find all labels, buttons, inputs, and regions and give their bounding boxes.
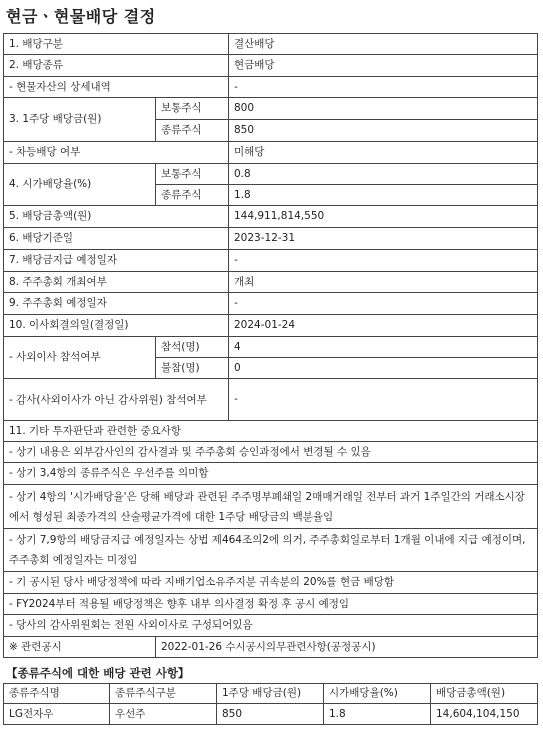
row-label: 2. 배당종류 [4,55,229,77]
related-disclosure-link[interactable]: 2022-01-26 수시공시의무관련사항(공정공시) [156,637,538,658]
table-row [4,206,538,228]
row-value: 1.8 [229,185,538,206]
table-row [4,250,538,272]
row-value: 850 [229,120,538,142]
note-text: - 상기 4항의 '시가배당율'은 당해 배당과 관련된 주주명부폐쇄일 2매매거래일 전부터 과거 1주일간의 거래소시장에서 형성된 최종가격의 산술평균가격에 대한 1주당 배당금의 백분율임 [4,485,538,529]
list-item [4,442,538,463]
table-row [4,164,538,185]
sub-label: 참석(명) [156,337,229,358]
preferred-stock-dividend-table [3,683,538,725]
page-title: 현금ㆍ현물배당 결정 [6,7,156,26]
note-text: - 상기 내용은 외부감사인의 감사결과 및 주주총회 승인과정에서 변경될 수 있음 [4,442,538,463]
table-row [4,55,538,77]
table-row [4,704,538,725]
row-value: - [229,250,538,272]
row-label: - 사외이사 참석여부 [4,337,156,379]
list-item [4,463,538,485]
table-row [4,293,538,315]
row-label: 1. 배당구분 [4,34,229,55]
row-value: 0.8 [229,164,538,185]
table-row [4,34,538,55]
note-text: - 상기 3,4항의 종류주식은 우선주를 의미함 [4,463,538,485]
row-value: - [229,293,538,315]
sub-label: 불참(명) [156,358,229,379]
table-cell: 14,604,104,150 [431,704,538,725]
row-label: 4. 시가배당율(%) [4,164,156,206]
row-label: - 차등배당 여부 [4,142,229,164]
row-value: - [229,77,538,98]
table-header-row [4,684,538,704]
section-title: 【종류주식에 대한 배당 관련 사항】 [6,666,190,680]
row-value: 2024-01-24 [229,315,538,337]
sub-label: 종류주식 [156,120,229,142]
row-value: 2023-12-31 [229,228,538,250]
table-row [4,142,538,164]
note-text: - 상기 7,9항의 배당금지급 예정일자는 상법 제464조의2에 의거, 주주총회일로부터 1개월 이내에 지급 예정이며, 주주총회 예정일자는 미정임 [4,529,538,572]
section-heading: 11. 기타 투자판단과 관련한 중요사항 [4,421,538,442]
row-value: 4 [229,337,538,358]
row-label: 10. 이사회결의일(결정일) [4,315,229,337]
table-row [4,272,538,293]
row-value: 결산배당 [229,34,538,55]
table-row [4,315,538,337]
dividend-decision-table [3,33,538,658]
row-label: - 현물자산의 상세내역 [4,77,229,98]
column-header: 배당금총액(원) [431,684,538,704]
table-row [4,337,538,358]
list-item [4,594,538,615]
row-label: 7. 배당금지급 예정일자 [4,250,229,272]
table-cell: LG전자우 [4,704,110,725]
sub-label: 보통주식 [156,98,229,120]
row-label: 6. 배당기준일 [4,228,229,250]
row-value: 800 [229,98,538,120]
table-cell: 우선주 [110,704,217,725]
list-item [4,572,538,594]
note-text: - 기 공시된 당사 배당정책에 따라 지배기업소유주지분 귀속분의 20%를 현금 배당함 [4,572,538,594]
list-item [4,529,538,572]
table-row [4,98,538,120]
row-value: 현금배당 [229,55,538,77]
table-row [4,228,538,250]
row-value: 개최 [229,272,538,293]
table-row [4,379,538,421]
row-value: - [229,379,538,421]
row-value: 0 [229,358,538,379]
table-row [4,421,538,442]
column-header: 시가배당율(%) [324,684,431,704]
list-item [4,485,538,529]
note-text: - FY2024부터 적용될 배당정책은 향후 내부 의사결정 확정 후 공시 예정임 [4,594,538,615]
table-row [4,637,538,658]
note-text: - 당사의 감사위원회는 전원 사외이사로 구성되어있음 [4,615,538,637]
row-label: 3. 1주당 배당금(원) [4,98,156,142]
sub-label: 종류주식 [156,185,229,206]
table-row [4,77,538,98]
table-cell: 850 [217,704,324,725]
list-item [4,615,538,637]
row-label: 8. 주주총회 개최여부 [4,272,229,293]
column-header: 종류주식명 [4,684,110,704]
related-disclosure-label: ※ 관련공시 [4,637,156,658]
row-label: 9. 주주총회 예정일자 [4,293,229,315]
column-header: 종류주식구분 [110,684,217,704]
column-header: 1주당 배당금(원) [217,684,324,704]
sub-label: 보통주식 [156,164,229,185]
row-label: - 감사(사외이사가 아닌 감사위원) 참석여부 [4,379,229,421]
row-label: 5. 배당금총액(원) [4,206,229,228]
row-value: 미해당 [229,142,538,164]
table-cell: 1.8 [324,704,431,725]
row-value: 144,911,814,550 [229,206,538,228]
